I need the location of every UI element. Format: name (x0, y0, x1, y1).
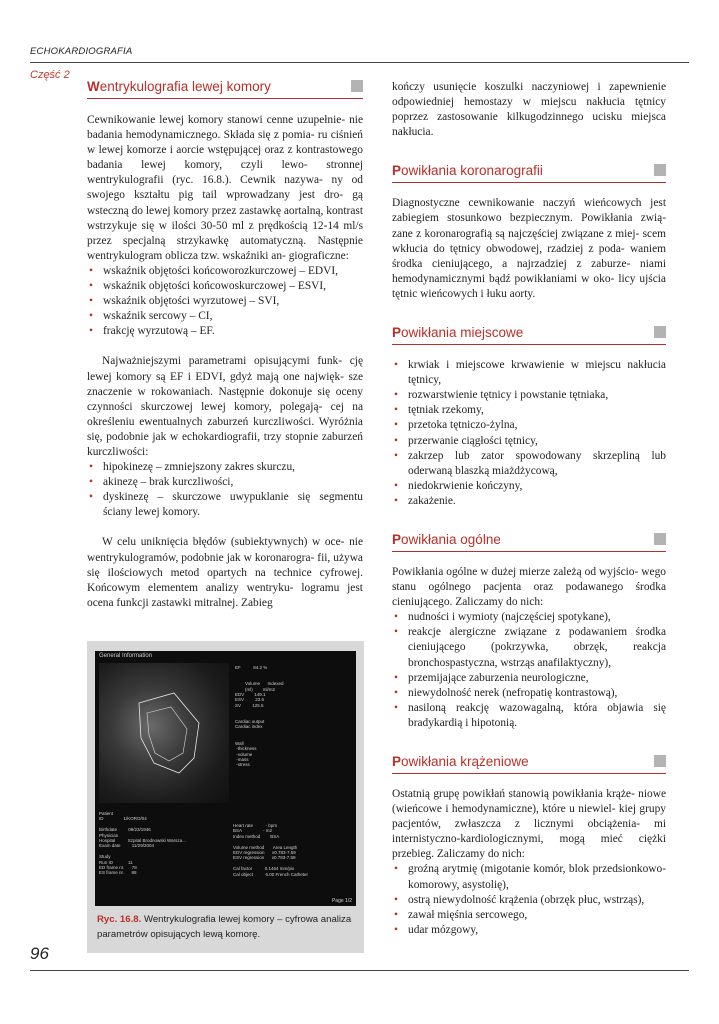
section-title: Powikłania krążeniowe (392, 754, 529, 769)
ventricle-outline-graphic (99, 663, 229, 803)
bullet-icon: • (394, 686, 398, 699)
list-item: • zawał mięśnia sercowego, (392, 908, 666, 923)
ventriculogram-image (99, 663, 229, 803)
list-item: • rozwarstwienie tętnicy i powstanie tętniaka, (392, 388, 666, 403)
local-complications-list (392, 358, 666, 509)
bullet-icon: • (89, 310, 93, 323)
list-item: • niewydolność nerek (nefropatię kontrastową), (392, 686, 666, 701)
bullet-icon: • (394, 404, 398, 417)
paragraph-intro: Cewnikowanie lewej komory stanowi cenne uzupełnie- nie badania hemodynamicznego. Składa się z pomia- ru ciśnień w lewej komorze i aorcie wstępującej oraz z kontrastowego badania lewej komory, czyli lewo- stronnej wentrykulografii (ryc. 16.8.). Cewnik nazywa- ny od swojego kształtu pig tail wprowadzany jest dro- gą wsteczną do lewej komory przez zastawkę aortalną, kontrast wstrzykuje się w ilości 30-50 ml z prędkością 12-14 ml/s przez specjalną strzykawkę automatyczną. Następnie wentrykulogram oblicza tzw. wskaźniki an- giograficzne: (87, 114, 363, 262)
bullet-icon: • (89, 491, 93, 504)
bullet-icon: • (394, 671, 398, 684)
list-item: • przemijające zaburzenia neurologiczne, (392, 671, 666, 686)
screen-patient-graphic: Patient ID 1/KORO/04 Birthdate 09/23/1946 Physician Hospital Szpital Brodnowski Warsza... Exam date 11/29/2004 Study Run ID 11 ED frame nr. 78 ES frame nr. 88 (99, 811, 186, 876)
footer-rule (30, 970, 689, 971)
list-item: • wskaźnik objętości końcowoskurczowej – ESVI, (87, 279, 363, 294)
bullet-icon: • (394, 863, 398, 876)
list-item: • zakrzep lub zator spowodowany skrzepliną lub oderwaną blaszką miażdżycową, (394, 449, 666, 477)
list-item: • dyskinezę – skurczowe uwypuklanie się segmentu ściany lewej komory. (89, 491, 363, 519)
paragraph-ogolne: Powikłania ogólne w dużej mierze zależą od wyjścio- wego stanu ogólnego pacjenta oraz podawanego środka cieniującego. Zaliczamy do nich: (392, 565, 666, 609)
screen-title: General Information (99, 653, 153, 659)
section-heading-koronarografia (392, 162, 666, 183)
section-title: Powikłania ogólne (392, 531, 501, 547)
list-item: • krwiak i miejscowe krwawienie w miejscu nakłucia tętnicy, (394, 359, 666, 387)
list-item: • przerwanie ciągłości tętnicy, (392, 434, 666, 449)
list-item: • groźną arytmię (migotanie komór, blok przedsionkowo-komorowy, asystolię), (394, 863, 666, 891)
list-item: • zakażenie. (392, 494, 666, 509)
list-item: • niedokrwienie kończyny, (392, 479, 666, 494)
right-column (392, 80, 666, 938)
bullet-icon: • (394, 419, 398, 432)
section-heading-wentrykulografia (87, 78, 363, 99)
page-number: 96 (30, 944, 49, 963)
list-item: • wskaźnik sercowy – CI, (87, 309, 363, 324)
list-item: • udar mózgowy, (392, 923, 666, 938)
paragraph-continuation: kończy usunięcie koszulki naczyniowej i zapewnienie odpowiedniej hemostazy w miejscu nakłucia tętnicy poprzez zastosowanie kilkugodzinnego ucisku miejsca nakłucia. (392, 81, 666, 139)
list-item: • przetoka tętniczo-żylna, (392, 418, 666, 433)
screen-page-indicator: Page 1/2 (331, 898, 352, 904)
screen-readout-graphic: EF 84.2 % Volume Indexed (ml) ml/m2 EDV 149.1 ESV 23.6 SV 125.5 Cardiac output Cardiac index Wall -thickness -volume -mass -stress (235, 665, 284, 768)
list-item: • reakcje alergiczne związane z podawaniem środka cieniującego (pokrzywka, obrzęk, reakcja bronchospastyczna, wstrząs anafilaktyczny), (394, 626, 666, 669)
circulatory-complications-list (392, 862, 666, 937)
paragraph-koronarografia: Diagnostyczne cewnikowanie naczyń wieńcowych jest zabiegiem stosunkowo bezpiecznym. Powikłania zwią- zane z koronarografią są najczęściej związane z miej- scem wkłucia do tętnicy obwodowej, rzadziej z poda- waniem środka cieniującego, a najrzadziej z zaburze- niami hemodynamicznymi bądź powikłaniami w oko- licy ujścia tętnic wieńcowych i łuku aorty. (392, 197, 666, 300)
ventriculography-screen-image (95, 651, 356, 906)
bullet-icon: • (394, 479, 398, 492)
screen-method-graphic: Heart rate - bpm BSA - m2 Index method BSA Volume method Area Length EDV regression x0.783-7.59 ESV regression x0.783-7.59 Cal factor 0.1464 mm/pix Cal object 6.00 French Catheter (233, 823, 309, 877)
section-square-icon (351, 80, 363, 92)
section-heading-krazeniowe (392, 753, 666, 774)
bullet-icon: • (394, 626, 398, 639)
list-item: • nasiloną reakcję wazowagalną, która objawia się bradykardią i hipotonią. (394, 701, 666, 729)
bullet-icon: • (394, 908, 398, 921)
bullet-icon: • (89, 280, 93, 293)
section-title: Powikłania koronarografii (392, 163, 543, 179)
section-title: Powikłania miejscowe (392, 325, 524, 341)
list-item: • ostrą niewydolność krążenia (obrzęk płuc, wstrząs), (392, 893, 666, 908)
bullet-icon: • (394, 893, 398, 906)
bullet-icon: • (89, 264, 93, 277)
running-header: ECHOKARDIOGRAFIA (30, 46, 133, 57)
paragraph-quantitative: W celu uniknięcia błędów (subiektywnych) w oce- nie wentrykulogramów, podobnie jak w koronarogra- fii, używa się ilościowych metod opartych na technice cyfrowej. Końcowym elementem analizy wentryku- logramu jest ocena funkcji zastawki mitralnej. Zabieg (87, 536, 363, 609)
section-square-icon (654, 164, 666, 176)
bullet-icon: • (89, 325, 93, 338)
section-square-icon (654, 326, 666, 338)
paragraph-krazeniowe: Ostatnią grupę powikłań stanowią powikłania krąże- niowe (wieńcowe i hemodynamiczne), które u niewiel- kiej grupy pacjentów, zwłaszcza z licznymi obciążenia- mi internistyczno-kardiologicznymi, mogą mieć ciężki przebieg. Zaliczamy do nich: (392, 788, 666, 861)
list-item: • wskaźnik objętości wyrzutowej – SVI, (87, 294, 363, 309)
section-heading-miejscowe (392, 324, 666, 345)
section-title: Wentrykulografia lewej komory (87, 79, 271, 94)
contractility-list (87, 460, 363, 520)
bullet-icon: • (394, 611, 398, 624)
list-item: • tętniak rzekomy, (392, 403, 666, 418)
section-square-icon (654, 755, 666, 767)
figure-16-8 (87, 641, 364, 953)
bullet-icon: • (89, 476, 93, 489)
bullet-icon: • (394, 494, 398, 507)
bullet-icon: • (89, 295, 93, 308)
bullet-icon: • (394, 389, 398, 402)
paragraph-parameters: Najważniejszymi parametrami opisującymi funk- cję lewej komory są EF i EDVI, gdyż mają one najwięk- sze znaczenie w rokowaniach. Następnie dokonuje się oceny czynności skurczowej lewej komory, polegają- cej na określeniu ewentualnych zaburzeń kurczliwości. Wyróżnia się, podobnie jak w echokardiografii, trzy stopnie zaburzeń kurczliwości: (87, 355, 363, 458)
list-item: • hipokinezę – zmniejszony zakres skurczu, (87, 460, 363, 475)
list-item: • frakcję wyrzutową – EF. (87, 324, 363, 339)
part-label: Część 2 (30, 69, 70, 81)
bullet-icon: • (394, 701, 398, 714)
section-heading-ogolne (392, 531, 666, 552)
indices-list (87, 264, 363, 339)
bullet-icon: • (394, 434, 398, 447)
bullet-icon: • (89, 461, 93, 474)
list-item: • akinezę – brak kurczliwości, (87, 475, 363, 490)
list-item: • wskaźnik objętości końcoworozkurczowej – EDVI, (87, 264, 363, 279)
figure-caption: Ryc. 16.8. Wentrykulografia lewej komory – cyfrowa analiza parametrów opisujących lewą komorę. (97, 914, 352, 940)
bullet-icon: • (394, 449, 398, 462)
left-column (87, 78, 363, 611)
list-item: • nudności i wymioty (najczęściej spotykane), (392, 610, 666, 625)
general-complications-list (392, 610, 666, 731)
bullet-icon: • (394, 359, 398, 372)
section-square-icon (654, 533, 666, 545)
header-rule (30, 62, 689, 63)
bullet-icon: • (394, 923, 398, 936)
